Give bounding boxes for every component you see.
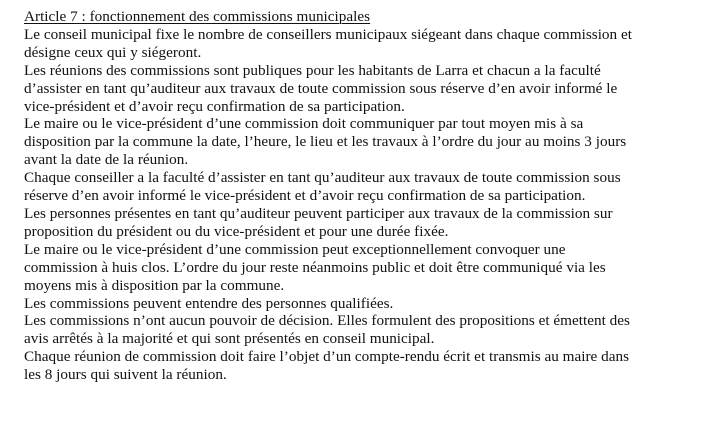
paragraph-councillor-attendance: [24, 169, 708, 205]
paragraph-public-meetings: [24, 62, 708, 116]
paragraph-line: Le maire ou le vice-président d’une commission doit communiquer par tout moyen mis à sa: [24, 115, 584, 133]
paragraph-qualified-persons: [24, 295, 708, 313]
paragraph-line: moyens mis à disposition par la commune.: [24, 276, 285, 294]
paragraph-meeting-notice: [24, 115, 708, 169]
article-document: [24, 8, 708, 384]
paragraph-line: vice-président et d’avoir reçu confirmation de sa participation.: [24, 97, 405, 115]
paragraph-line: Le maire ou le vice-président d’une commission peut exceptionnellement convoquer une: [24, 240, 566, 258]
paragraph-line: les 8 jours qui suivent la réunion.: [24, 366, 227, 384]
paragraph-line: Chaque réunion de commission doit faire l’objet d’un compte-rendu écrit et transmis au maire dans: [24, 348, 630, 366]
paragraph-line: proposition du président ou du vice-président et pour une durée fixée.: [24, 222, 449, 240]
paragraph-no-decision-power: [24, 312, 708, 348]
paragraph-auditor-participation: [24, 205, 708, 241]
article-title: Article 7 : fonctionnement des commissions municipales: [24, 8, 371, 25]
paragraph-line: Chaque conseiller a la faculté d’assister en tant qu’auditeur aux travaux de toute commission sous: [24, 169, 621, 187]
paragraph-line: réserve d’en avoir informé le vice-président et d’avoir reçu confirmation de sa participation.: [24, 187, 586, 205]
paragraph-line: avis arrêtés à la majorité et qui sont présentés en conseil municipal.: [24, 330, 435, 348]
paragraph-line: disposition par la commune la date, l’heure, le lieu et les travaux à l’ordre du jour au moins 3 jours: [24, 133, 627, 151]
paragraph-line: commission à huis clos. L’ordre du jour reste néanmoins public et doit être communiqué via les: [24, 258, 606, 276]
paragraph-line: Le conseil municipal fixe le nombre de conseillers municipaux siégeant dans chaque commission et: [24, 25, 632, 43]
paragraph-closed-session: [24, 241, 708, 295]
paragraph-line: Les commissions peuvent entendre des personnes qualifiées.: [24, 294, 394, 312]
paragraph-meeting-report: [24, 348, 708, 384]
paragraph-line: d’assister en tant qu’auditeur aux travaux de toute commission sous réserve d’en avoir informé le: [24, 79, 618, 97]
paragraph-line: Les réunions des commissions sont publiques pour les habitants de Larra et chacun a la faculté: [24, 61, 601, 79]
paragraph-line: désigne ceux qui y siégeront.: [24, 43, 202, 61]
paragraph-commission-membership: [24, 26, 708, 62]
paragraph-line: avant la date de la réunion.: [24, 151, 189, 169]
paragraph-line: Les commissions n’ont aucun pouvoir de décision. Elles formulent des propositions et émettent des: [24, 312, 630, 330]
paragraph-line: Les personnes présentes en tant qu’auditeur peuvent participer aux travaux de la commission sur: [24, 204, 613, 222]
